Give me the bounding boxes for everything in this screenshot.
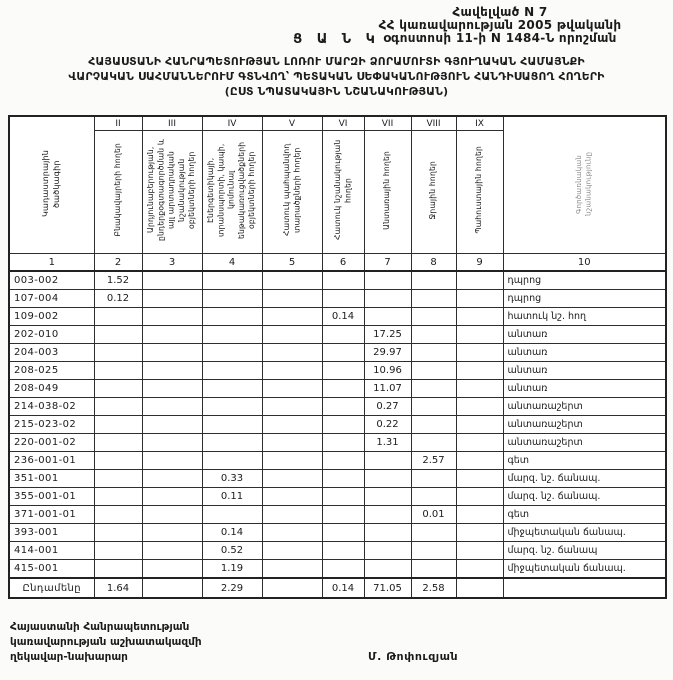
cell-area-value xyxy=(142,488,202,506)
cell-area-value xyxy=(411,524,456,542)
cell-cadastral-code: 208-025 xyxy=(9,362,94,380)
col-number: 8 xyxy=(411,254,456,272)
cell-area-value xyxy=(142,398,202,416)
cell-area-value xyxy=(364,524,411,542)
cell-area-value xyxy=(94,560,142,579)
cell-area-value xyxy=(322,380,364,398)
table-row xyxy=(9,452,666,470)
cell-area-value xyxy=(94,542,142,560)
cell-cadastral-code: 214-038-02 xyxy=(9,398,94,416)
cell-area-value xyxy=(202,308,262,326)
cell-area-value xyxy=(322,326,364,344)
cell-area-value xyxy=(202,344,262,362)
cell-area-value xyxy=(202,290,262,308)
footer-org-line-2: կառավարության աշխատակազմի xyxy=(10,636,202,648)
table-row xyxy=(9,506,666,524)
cell-area-value xyxy=(262,362,322,380)
cell-area-value xyxy=(411,434,456,452)
cell-area-value xyxy=(142,578,202,598)
col-number: 6 xyxy=(322,254,364,272)
cell-area-value xyxy=(262,578,322,598)
cell-area-value xyxy=(202,398,262,416)
column-number-row xyxy=(9,254,666,272)
col-header-settlement-lands: Բնակավայրերի հողեր xyxy=(94,131,142,254)
cell-area-value xyxy=(364,452,411,470)
cell-area-value xyxy=(262,398,322,416)
cell-cadastral-code: 215-023-02 xyxy=(9,416,94,434)
cell-area-value xyxy=(364,271,411,290)
cell-designation xyxy=(503,578,666,598)
cell-area-value xyxy=(411,271,456,290)
cell-area-value xyxy=(322,434,364,452)
cell-area-value xyxy=(262,488,322,506)
cell-area-value xyxy=(142,326,202,344)
col-header-special-lands: Հատուկ նշանակության հողեր xyxy=(322,131,364,254)
cell-area-value xyxy=(456,578,503,598)
cell-area-value xyxy=(411,380,456,398)
cell-area-value xyxy=(262,380,322,398)
cell-cadastral-code: 208-049 xyxy=(9,380,94,398)
cell-area-value xyxy=(94,452,142,470)
table-row xyxy=(9,470,666,488)
cell-area-value xyxy=(262,308,322,326)
cell-area-value xyxy=(94,434,142,452)
cell-area-value: 1.52 xyxy=(94,271,142,290)
numeral-VIII: VIII xyxy=(411,116,456,131)
title-line-1: ՀԱՅԱՍՏԱՆԻ ՀԱՆՐԱՊԵՏՈՒԹՅԱՆ ԼՈՌՈՒ ՄԱՐԶԻ ՁՈՐԱՄՈՒՏԻ ԳՅՈՒՂԱԿԱՆ ՀԱՄԱՅՆՔԻ xyxy=(88,55,585,68)
cell-area-value: 1.19 xyxy=(202,560,262,579)
cell-area-value xyxy=(364,560,411,579)
cell-area-value xyxy=(322,398,364,416)
table-row xyxy=(9,290,666,308)
cell-area-value xyxy=(364,506,411,524)
numeral-III: III xyxy=(142,116,202,131)
cell-designation: գետ xyxy=(503,452,666,470)
cell-designation: անտառաշերտ xyxy=(503,434,666,452)
cell-area-value: 0.14 xyxy=(322,578,364,598)
land-table-container xyxy=(8,115,667,599)
cell-area-value: 1.31 xyxy=(364,434,411,452)
cell-area-value xyxy=(142,290,202,308)
cell-area-value: 0.52 xyxy=(202,542,262,560)
table-row xyxy=(9,560,666,579)
cell-area-value xyxy=(262,344,322,362)
cell-area-value xyxy=(262,271,322,290)
cell-area-value xyxy=(456,308,503,326)
cell-area-value: 11.07 xyxy=(364,380,411,398)
cell-area-value xyxy=(94,398,142,416)
cell-area-value xyxy=(94,506,142,524)
col-number: 4 xyxy=(202,254,262,272)
cell-designation: անտառաշերտ xyxy=(503,398,666,416)
cell-area-value: 29.97 xyxy=(364,344,411,362)
table-row xyxy=(9,524,666,542)
cell-cadastral-code: 393-001 xyxy=(9,524,94,542)
col-number: 2 xyxy=(94,254,142,272)
cell-area-value xyxy=(142,416,202,434)
cell-area-value xyxy=(364,542,411,560)
cell-area-value xyxy=(456,506,503,524)
cell-area-value: 1.64 xyxy=(94,578,142,598)
cell-area-value xyxy=(411,398,456,416)
cell-area-value xyxy=(364,308,411,326)
cell-area-value xyxy=(262,560,322,579)
numeral-IV: IV xyxy=(202,116,262,131)
cell-area-value xyxy=(202,506,262,524)
cell-area-value xyxy=(456,488,503,506)
cell-area-value: 0.11 xyxy=(202,488,262,506)
cell-cadastral-code: Ընդամենը xyxy=(9,578,94,598)
cell-area-value xyxy=(142,380,202,398)
cell-area-value xyxy=(202,452,262,470)
table-row xyxy=(9,434,666,452)
cell-area-value xyxy=(142,506,202,524)
cell-area-value xyxy=(262,470,322,488)
annex-line-2: ՀՀ կառավարության 2005 թվականի xyxy=(378,18,622,32)
cell-area-value: 2.58 xyxy=(411,578,456,598)
cell-designation: հատուկ նշ. հող xyxy=(503,308,666,326)
cell-area-value xyxy=(364,470,411,488)
cell-cadastral-code: 003-002 xyxy=(9,271,94,290)
title-line-2: ՎԱՐՉԱԿԱՆ ՍԱՀՄԱՆՆԵՐՈՒՄ ԳՏՆՎՈՂ՝ ՊԵՏԱԿԱՆ ՍԵՓԱԿԱՆՈՒԹՅՈՒՆ ՀԱՆԴԻՍԱՑՈՂ ՀՈՂԵՐԻ xyxy=(68,70,605,83)
cell-area-value xyxy=(322,362,364,380)
table-body xyxy=(9,271,666,598)
cell-area-value: 17.25 xyxy=(364,326,411,344)
cell-area-value xyxy=(94,380,142,398)
cell-area-value: 2.57 xyxy=(411,452,456,470)
cell-designation: դպրոց xyxy=(503,271,666,290)
designation-label: Գործառնական նշանակությունը xyxy=(574,151,593,216)
cell-area-value: 2.29 xyxy=(202,578,262,598)
cell-area-value xyxy=(142,452,202,470)
col-header-cadastral-code xyxy=(9,116,94,254)
cell-cadastral-code: 202-010 xyxy=(9,326,94,344)
cell-area-value xyxy=(142,560,202,579)
cell-area-value: 0.01 xyxy=(411,506,456,524)
cell-area-value xyxy=(411,362,456,380)
land-table xyxy=(8,115,667,599)
cell-area-value: 0.22 xyxy=(364,416,411,434)
cell-area-value xyxy=(142,434,202,452)
col-number: 5 xyxy=(262,254,322,272)
cell-area-value xyxy=(94,488,142,506)
cell-area-value xyxy=(456,271,503,290)
col-header-reserve-lands: Պահուստային հողեր xyxy=(456,131,503,254)
cell-area-value xyxy=(411,560,456,579)
cell-area-value xyxy=(322,488,364,506)
cell-area-value xyxy=(456,416,503,434)
footer-organization xyxy=(10,620,202,665)
col-header-protected-lands: Հատուկ պահպանվող տարածքների հողեր xyxy=(262,131,322,254)
cell-cadastral-code: 109-002 xyxy=(9,308,94,326)
cell-designation: միջպետական ճանապ. xyxy=(503,524,666,542)
annex-line-1: Հավելված N 7 xyxy=(452,5,548,19)
annex-line-3: օգոստոսի 11-ի N 1484-Ն որոշման xyxy=(383,31,617,45)
numeral-V: V xyxy=(262,116,322,131)
cell-area-value xyxy=(456,542,503,560)
table-row xyxy=(9,271,666,290)
cell-area-value xyxy=(322,524,364,542)
col-number: 1 xyxy=(9,254,94,272)
cell-area-value: 0.14 xyxy=(322,308,364,326)
table-row xyxy=(9,488,666,506)
cell-area-value xyxy=(456,362,503,380)
col-header-industrial-lands: Արդյունաբերության, ընդերքօգտագործման և այլ արտադրական նշանակության օբյեկտների հողեր xyxy=(142,131,202,254)
table-row xyxy=(9,326,666,344)
cell-area-value: 10.96 xyxy=(364,362,411,380)
table-row xyxy=(9,380,666,398)
cell-area-value xyxy=(322,560,364,579)
cell-area-value xyxy=(322,470,364,488)
cell-area-value xyxy=(322,542,364,560)
cell-area-value xyxy=(262,326,322,344)
cell-area-value xyxy=(262,416,322,434)
cell-area-value xyxy=(322,506,364,524)
cell-area-value xyxy=(142,524,202,542)
cell-area-value xyxy=(322,271,364,290)
cadastral-code-label: Կադաստրային ծածկագիր xyxy=(40,150,61,217)
page-title xyxy=(0,54,673,99)
numeral-II: II xyxy=(94,116,142,131)
cell-area-value xyxy=(322,452,364,470)
cell-area-value xyxy=(456,326,503,344)
cell-cadastral-code: 236-001-01 xyxy=(9,452,94,470)
cell-area-value xyxy=(262,542,322,560)
signature-name: Մ. Թոփուզյան xyxy=(368,650,459,663)
cell-area-value xyxy=(262,434,322,452)
col-number: 3 xyxy=(142,254,202,272)
cell-designation: անտառ xyxy=(503,326,666,344)
cell-area-value xyxy=(411,542,456,560)
col-header-forest-lands: Անտառային հողեր xyxy=(364,131,411,254)
table-row xyxy=(9,416,666,434)
cell-area-value xyxy=(322,416,364,434)
table-row xyxy=(9,398,666,416)
cell-area-value xyxy=(142,542,202,560)
cell-cadastral-code: 355-001-01 xyxy=(9,488,94,506)
col-number: 9 xyxy=(456,254,503,272)
col-header-infrastructure-lands: Էներգետիկայի, տրանսպորտի, կապի, կոմունալ ենթակառուցվածքների օբյեկտների հողեր xyxy=(202,131,262,254)
cell-area-value xyxy=(202,434,262,452)
cell-designation: դպրոց xyxy=(503,290,666,308)
table-row xyxy=(9,362,666,380)
cell-area-value: 0.33 xyxy=(202,470,262,488)
cell-area-value xyxy=(411,308,456,326)
col-number: 7 xyxy=(364,254,411,272)
footer-org-line-1: Հայաստանի Հանրապետության xyxy=(10,621,190,633)
cell-area-value xyxy=(94,416,142,434)
cell-area-value xyxy=(262,452,322,470)
cell-area-value xyxy=(411,326,456,344)
cell-designation: գետ xyxy=(503,506,666,524)
cell-area-value: 0.27 xyxy=(364,398,411,416)
cell-area-value xyxy=(456,290,503,308)
cell-area-value xyxy=(142,362,202,380)
cell-area-value xyxy=(94,344,142,362)
col-header-water-lands: Ջրային հողեր xyxy=(411,131,456,254)
cell-cadastral-code: 371-001-01 xyxy=(9,506,94,524)
cell-area-value xyxy=(456,398,503,416)
cell-area-value xyxy=(411,488,456,506)
cell-designation: մարզ. նշ. ճանապ. xyxy=(503,470,666,488)
cell-designation: անտառ xyxy=(503,380,666,398)
cell-area-value xyxy=(456,344,503,362)
cell-area-value xyxy=(202,380,262,398)
title-line-3: (ԸՍՏ ՆՊԱՏԱԿԱՅԻՆ ՆՇԱՆԱԿՈՒԹՅԱՆ) xyxy=(224,85,449,98)
cell-area-value xyxy=(456,380,503,398)
cell-area-value: 0.14 xyxy=(202,524,262,542)
cell-area-value xyxy=(202,416,262,434)
cell-area-value xyxy=(94,362,142,380)
col-header-designation xyxy=(503,116,666,254)
cell-designation: անտառաշերտ xyxy=(503,416,666,434)
cell-area-value xyxy=(364,488,411,506)
cell-area-value xyxy=(142,271,202,290)
cell-area-value xyxy=(202,362,262,380)
cell-area-value xyxy=(142,344,202,362)
cell-area-value xyxy=(202,326,262,344)
table-row xyxy=(9,542,666,560)
cell-area-value xyxy=(94,524,142,542)
list-label: Ց Ա Ն Կ xyxy=(293,32,380,47)
cell-area-value: 71.05 xyxy=(364,578,411,598)
cell-area-value xyxy=(142,308,202,326)
cell-designation: անտառ xyxy=(503,344,666,362)
cell-area-value xyxy=(262,506,322,524)
cell-area-value xyxy=(456,524,503,542)
numeral-IX: IX xyxy=(456,116,503,131)
cell-area-value xyxy=(411,290,456,308)
cell-area-value xyxy=(411,416,456,434)
numeral-header-row xyxy=(9,116,666,131)
cell-cadastral-code: 415-001 xyxy=(9,560,94,579)
table-row xyxy=(9,344,666,362)
cell-designation: մարզ. նշ. ճանապ xyxy=(503,542,666,560)
col-number: 10 xyxy=(503,254,666,272)
cell-area-value xyxy=(94,308,142,326)
numeral-VII: VII xyxy=(364,116,411,131)
cell-area-value xyxy=(456,470,503,488)
cell-area-value xyxy=(411,470,456,488)
cell-area-value xyxy=(364,290,411,308)
cell-area-value: 0.12 xyxy=(94,290,142,308)
cell-area-value xyxy=(262,524,322,542)
cell-cadastral-code: 204-003 xyxy=(9,344,94,362)
cell-area-value xyxy=(411,344,456,362)
cell-area-value xyxy=(262,290,322,308)
cell-cadastral-code: 107-004 xyxy=(9,290,94,308)
cell-area-value xyxy=(202,271,262,290)
cell-cadastral-code: 351-001 xyxy=(9,470,94,488)
table-row xyxy=(9,308,666,326)
table-total-row xyxy=(9,578,666,598)
cell-designation: միջպետական ճանապ. xyxy=(503,560,666,579)
cell-designation: մարզ. նշ. ճանապ. xyxy=(503,488,666,506)
numeral-VI: VI xyxy=(322,116,364,131)
cell-area-value xyxy=(456,560,503,579)
footer-org-line-3: ղեկավար-նախարար xyxy=(10,651,128,663)
cell-area-value xyxy=(456,434,503,452)
cell-area-value xyxy=(94,470,142,488)
cell-area-value xyxy=(322,344,364,362)
cell-area-value xyxy=(322,290,364,308)
cell-cadastral-code: 220-001-02 xyxy=(9,434,94,452)
cell-area-value xyxy=(142,470,202,488)
cell-area-value xyxy=(456,452,503,470)
cell-designation: անտառ xyxy=(503,362,666,380)
cell-cadastral-code: 414-001 xyxy=(9,542,94,560)
cell-area-value xyxy=(94,326,142,344)
